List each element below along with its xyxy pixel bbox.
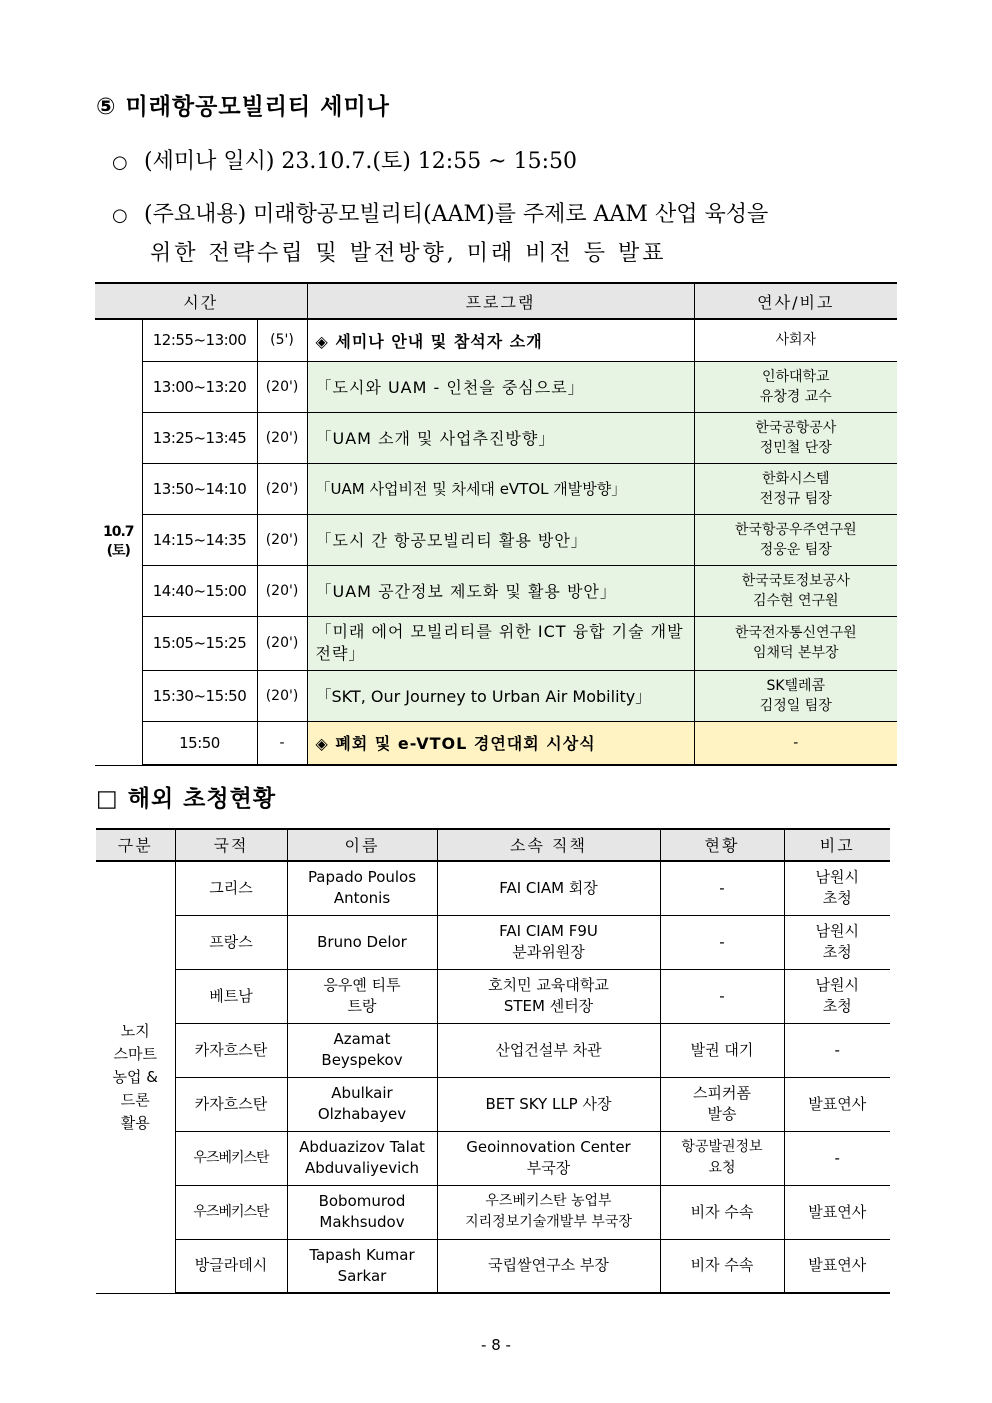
schedule-time: 15:05~15:25 [142,616,257,670]
invitees-header-status: 현황 [660,829,784,861]
invitee-row [96,1185,890,1239]
schedule-row [95,319,897,361]
invitee-country: 카자흐스탄 [175,1023,287,1077]
bullet-seminar-date [112,144,577,175]
invitee-country: 프랑스 [175,915,287,969]
bullet-content-line1: (주요내용) 미래항공모빌리티(AAM)를 주제로 AAM 산업 육성을 [144,202,769,227]
invitee-position: 호치민 교육대학교 STEM 센터장 [437,969,660,1023]
invitee-row [96,1077,890,1131]
invitee-row [96,915,890,969]
invitees-header-note: 비고 [784,829,890,861]
invitee-country: 베트남 [175,969,287,1023]
invitee-name: Azamat Beyspekov [287,1023,437,1077]
invitee-status: 비자 수속 [660,1239,784,1293]
schedule-row [95,361,897,412]
invitee-note: - [784,1023,890,1077]
schedule-program: 「UAM 사업비전 및 차세대 eVTOL 개발방향」 [307,463,694,514]
schedule-program: ◈ 폐회 및 e-VTOL 경연대회 시상식 [307,721,694,765]
schedule-time: 13:50~14:10 [142,463,257,514]
invitee-status: - [660,969,784,1023]
invitee-position: BET SKY LLP 사장 [437,1077,660,1131]
invitee-row [96,861,890,915]
schedule-header-program: 프로그램 [307,283,694,319]
invitee-row [96,1131,890,1185]
invitee-note: 남원시 초청 [784,969,890,1023]
schedule-program: 「미래 에어 모빌리티를 위한 ICT 융합 기술 개발 전략」 [307,616,694,670]
invitee-row [96,1239,890,1293]
invitee-name: Bruno Delor [287,915,437,969]
invitees-header-row [96,829,890,861]
invitee-status: 항공발권정보 요청 [660,1131,784,1185]
schedule-row [95,670,897,721]
schedule-row [95,565,897,616]
invitee-name: 응우옌 티투 트랑 [287,969,437,1023]
invitee-position: FAI CIAM 회장 [437,861,660,915]
invitee-country: 우즈베키스탄 [175,1131,287,1185]
schedule-header-time: 시간 [95,283,307,319]
invitee-note: 발표연사 [784,1077,890,1131]
schedule-time: 15:30~15:50 [142,670,257,721]
invitee-position: 산업건설부 차관 [437,1023,660,1077]
invitee-note: 발표연사 [784,1185,890,1239]
schedule-duration: (20') [257,670,307,721]
schedule-duration: (20') [257,514,307,565]
schedule-program: 「도시 간 항공모빌리티 활용 방안」 [307,514,694,565]
schedule-header-speaker: 연사/비고 [694,283,897,319]
schedule-speaker: 한국국토정보공사 김수현 연구원 [694,565,897,616]
seminar-schedule-table [95,282,897,766]
schedule-speaker: SK텔레콤 김정일 팀장 [694,670,897,721]
schedule-time: 12:55~13:00 [142,319,257,361]
invitee-note: 남원시 초청 [784,915,890,969]
section-title-seminar: ⑤ 미래항공모빌리티 세미나 [96,94,390,120]
schedule-program: ◈ 세미나 안내 및 참석자 소개 [307,319,694,361]
invitee-name: Bobomurod Makhsudov [287,1185,437,1239]
invitee-name: Abduazizov Talat Abduvaliyevich [287,1131,437,1185]
page-number: - 8 - [481,1336,511,1354]
invitee-row [96,1023,890,1077]
invitees-header-category: 구분 [96,829,175,861]
schedule-program: 「UAM 소개 및 사업추진방향」 [307,412,694,463]
schedule-row [95,412,897,463]
schedule-program: 「UAM 공간정보 제도화 및 활용 방안」 [307,565,694,616]
schedule-speaker: 한국전자통신연구원 임채덕 본부장 [694,616,897,670]
schedule-time: 13:00~13:20 [142,361,257,412]
bullet-date-text: (세미나 일시) 23.10.7.(토) 12:55 ~ 15:50 [144,149,578,174]
invitees-header-position: 소속 직책 [437,829,660,861]
invitee-status: 발권 대기 [660,1023,784,1077]
schedule-duration: - [257,721,307,765]
schedule-row [95,514,897,565]
schedule-duration: (20') [257,565,307,616]
invitee-status: - [660,861,784,915]
schedule-duration: (20') [257,361,307,412]
invitee-position: 국립쌀연구소 부장 [437,1239,660,1293]
schedule-row [95,463,897,514]
bullet-mark: ○ [112,152,128,173]
invitee-position: 우즈베키스탄 농업부 지리정보기술개발부 부국장 [437,1185,660,1239]
schedule-header-row [95,283,897,319]
section-title-invitees: □ 해외 초청현황 [96,786,277,812]
schedule-time: 13:25~13:45 [142,412,257,463]
invitees-table [96,828,890,1294]
schedule-time: 14:40~15:00 [142,565,257,616]
schedule-program: 「SKT, Our Journey to Urban Air Mobility」 [307,670,694,721]
invitee-country: 그리스 [175,861,287,915]
schedule-speaker: 한국공항공사 정민철 단장 [694,412,897,463]
schedule-speaker: 인하대학교 유창경 교수 [694,361,897,412]
invitee-status: 비자 수속 [660,1185,784,1239]
invitee-note: 남원시 초청 [784,861,890,915]
schedule-speaker: - [694,721,897,765]
invitees-header-name: 이름 [287,829,437,861]
invitee-category: 노지 스마트 농업 & 드론 활용 [96,861,175,1293]
schedule-duration: (20') [257,463,307,514]
invitee-position: FAI CIAM F9U 분과위원장 [437,915,660,969]
invitee-country: 방글라데시 [175,1239,287,1293]
schedule-time: 15:50 [142,721,257,765]
bullet-content-line2: 위한 전략수립 및 발전방향, 미래 비전 등 발표 [150,241,667,266]
schedule-duration: (5') [257,319,307,361]
schedule-row [95,721,897,765]
invitee-name: Tapash Kumar Sarkar [287,1239,437,1293]
invitee-row [96,969,890,1023]
schedule-program: 「도시와 UAM - 인천을 중심으로」 [307,361,694,412]
schedule-speaker: 사회자 [694,319,897,361]
schedule-duration: (20') [257,412,307,463]
invitee-country: 우즈베키스탄 [175,1185,287,1239]
invitee-status: - [660,915,784,969]
invitee-name: Abulkair Olzhabayev [287,1077,437,1131]
invitee-country: 카자흐스탄 [175,1077,287,1131]
invitee-note: - [784,1131,890,1185]
invitee-position: Geoinnovation Center 부국장 [437,1131,660,1185]
schedule-speaker: 한화시스템 전정규 팀장 [694,463,897,514]
invitee-note: 발표연사 [784,1239,890,1293]
invitee-status: 스피커폼 발송 [660,1077,784,1131]
schedule-time: 14:15~14:35 [142,514,257,565]
schedule-duration: (20') [257,616,307,670]
bullet-mark: ○ [112,205,128,226]
schedule-speaker: 한국항공우주연구원 정웅운 팀장 [694,514,897,565]
invitees-header-country: 국적 [175,829,287,861]
bullet-seminar-content [112,196,902,273]
schedule-day: 10.7 (토) [95,319,142,765]
schedule-row [95,616,897,670]
invitee-name: Papado Poulos Antonis [287,861,437,915]
